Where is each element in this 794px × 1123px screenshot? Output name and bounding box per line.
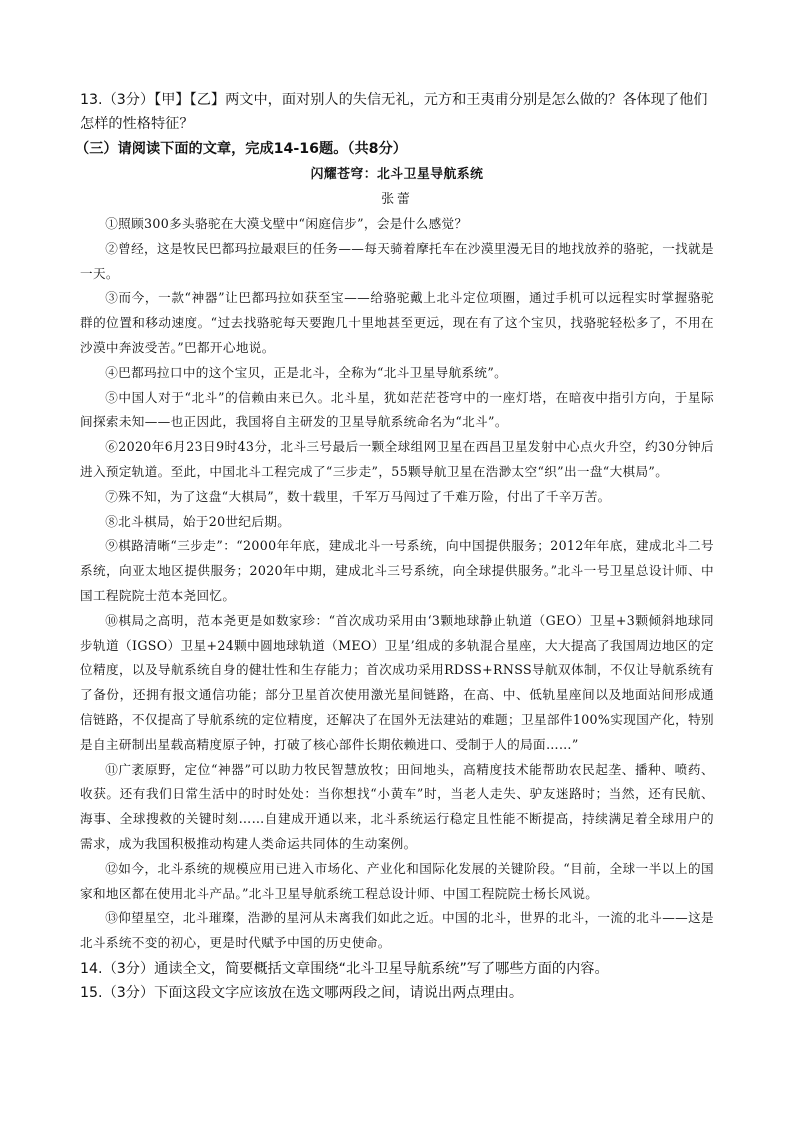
paragraph-11: ⑪广袤原野，定位“神器”可以助力牧民智慧放牧；田间地头，高精度技术能帮助农民起垄、播种、喷药、收获。还有我们日常生活中的时时处处：当你想找“小黄车”时，当老人走失、驴友迷路时；当然，还有民航、海事、全球搜救的关键时刻……自建成开通以来，北斗系统运行稳定且性能不断提高，持续满足着全球用户的需求，成为我国积极推动构建人类命运共同体的生动案例。 [80, 761, 714, 851]
paragraph-8: ⑧北斗棋局，始于20世纪后期。 [105, 513, 291, 529]
article-body [80, 212, 714, 956]
article-title: 闪耀苍穹：北斗卫星导航系统 [310, 167, 484, 182]
paragraph-6: ⑥2020年6月23日9时43分，北斗三号最后一颗全球组网卫星在西昌卫星发射中心点火升空，约30分钟后进入预定轨道。至此，中国北斗工程完成了“三步走”，55颗导航卫星在浩渺太空“织”出一盘“大棋局”。 [80, 439, 714, 479]
section-header: （三）请阅读下面的文章，完成14-16题。（共8分） [75, 141, 407, 157]
article-author: 张蕾 [381, 192, 413, 207]
paragraph-4: ④巴都玛拉口中的这个宝贝，正是北斗，全称为“北斗卫星导航系统”。 [105, 364, 508, 380]
paragraph-10: ⑩棋局之高明，范本尧更是如数家珍：“首次成功采用由‘3颗地球静止轨道（GEO）卫星+3颗倾斜地球同步轨道（IGSO）卫星+24颗中圆地球轨道（MEO）卫星’组成的多轨混合星座，大大提高了我国周边地区的定位精度，以及导航系统自身的健壮性和生存能力；首次成功采用RDSS+RNSS导航双体制，不仅让导航系统有了备份，还拥有报文通信功能；部分卫星首次使用激光星间链路，在高、中、低轨星座间以及地面站间形成通信链路，不仅提高了导航系统的定位精度，还解决了在国外无法建站的难题；卫星部件100%实现国产化，特别是自主研制出星载高精度原子钟，打破了核心部件长期依赖进口、受制于人的局面……” [80, 612, 714, 752]
paragraph-2: ②曾经，这是牧民巴都玛拉最艰巨的任务——每天骑着摩托车在沙漠里漫无目的地找放养的骆驼，一找就是一天。 [80, 240, 714, 281]
paragraph-7: ⑦殊不知，为了这盘“大棋局”，数十载里，千军万马闯过了千难万险，付出了千辛万苦。 [105, 488, 611, 504]
paragraph-9: ⑨棋路清晰“三步走”：“2000年年底，建成北斗一号系统，向中国提供服务；2012年年底，建成北斗二号系统，向亚太地区提供服务；2020年中期，建成北斗三号系统，向全球提供服务。”北斗一号卫星总设计师、中国工程院院士范本尧回忆。 [80, 538, 714, 603]
question-15: 15.（3分）下面这段文字应该放在选文哪两段之间，请说出两点理由。 [80, 984, 524, 1001]
question-14: 14.（3分）通读全文，简要概括文章围绕“北斗卫星导航系统”写了哪些方面的内容。 [80, 960, 609, 977]
paragraph-3: ③而今，一款“神器”让巴都玛拉如获至宝——给骆驼戴上北斗定位项圈，通过手机可以远程实时掌握骆驼群的位置和移动速度。“过去找骆驼每天要跑几十里地甚至更远，现在有了这个宝贝，找骆驼轻松多了，不用在沙漠中奔波受苦。”巴都开心地说。 [80, 290, 714, 355]
paragraph-1: ①照顾300多头骆驼在大漠戈壁中“闲庭信步”，会是什么感觉？ [105, 216, 468, 231]
paragraph-12: ⑫如今，北斗系统的规模应用已进入市场化、产业化和国际化发展的关键阶段。“目前，全球一半以上的国家和地区都在使用北斗产品。”北斗卫星导航系统工程总设计师、中国工程院院士杨长风说。 [80, 860, 714, 901]
paragraph-13: ⑬仰望星空，北斗璀璨，浩渺的星河从未离我们如此之近。中国的北斗，世界的北斗，一流的北斗——这是北斗系统不变的初心，更是时代赋予中国的历史使命。 [80, 910, 714, 951]
paragraph-5: ⑤中国人对于“北斗”的信赖由来已久。北斗星，犹如茫茫苍穹中的一座灯塔，在暗夜中指引方向，于星际间探索未知——也正因此，我国将自主研发的卫星导航系统命名为“北斗”。 [80, 389, 714, 430]
question-13: 13.（3分）【甲】【乙】两文中，面对别人的失信无礼，元方和王夷甫分别是怎么做的？各体现了他们怎样的性格特征？ [80, 92, 708, 132]
